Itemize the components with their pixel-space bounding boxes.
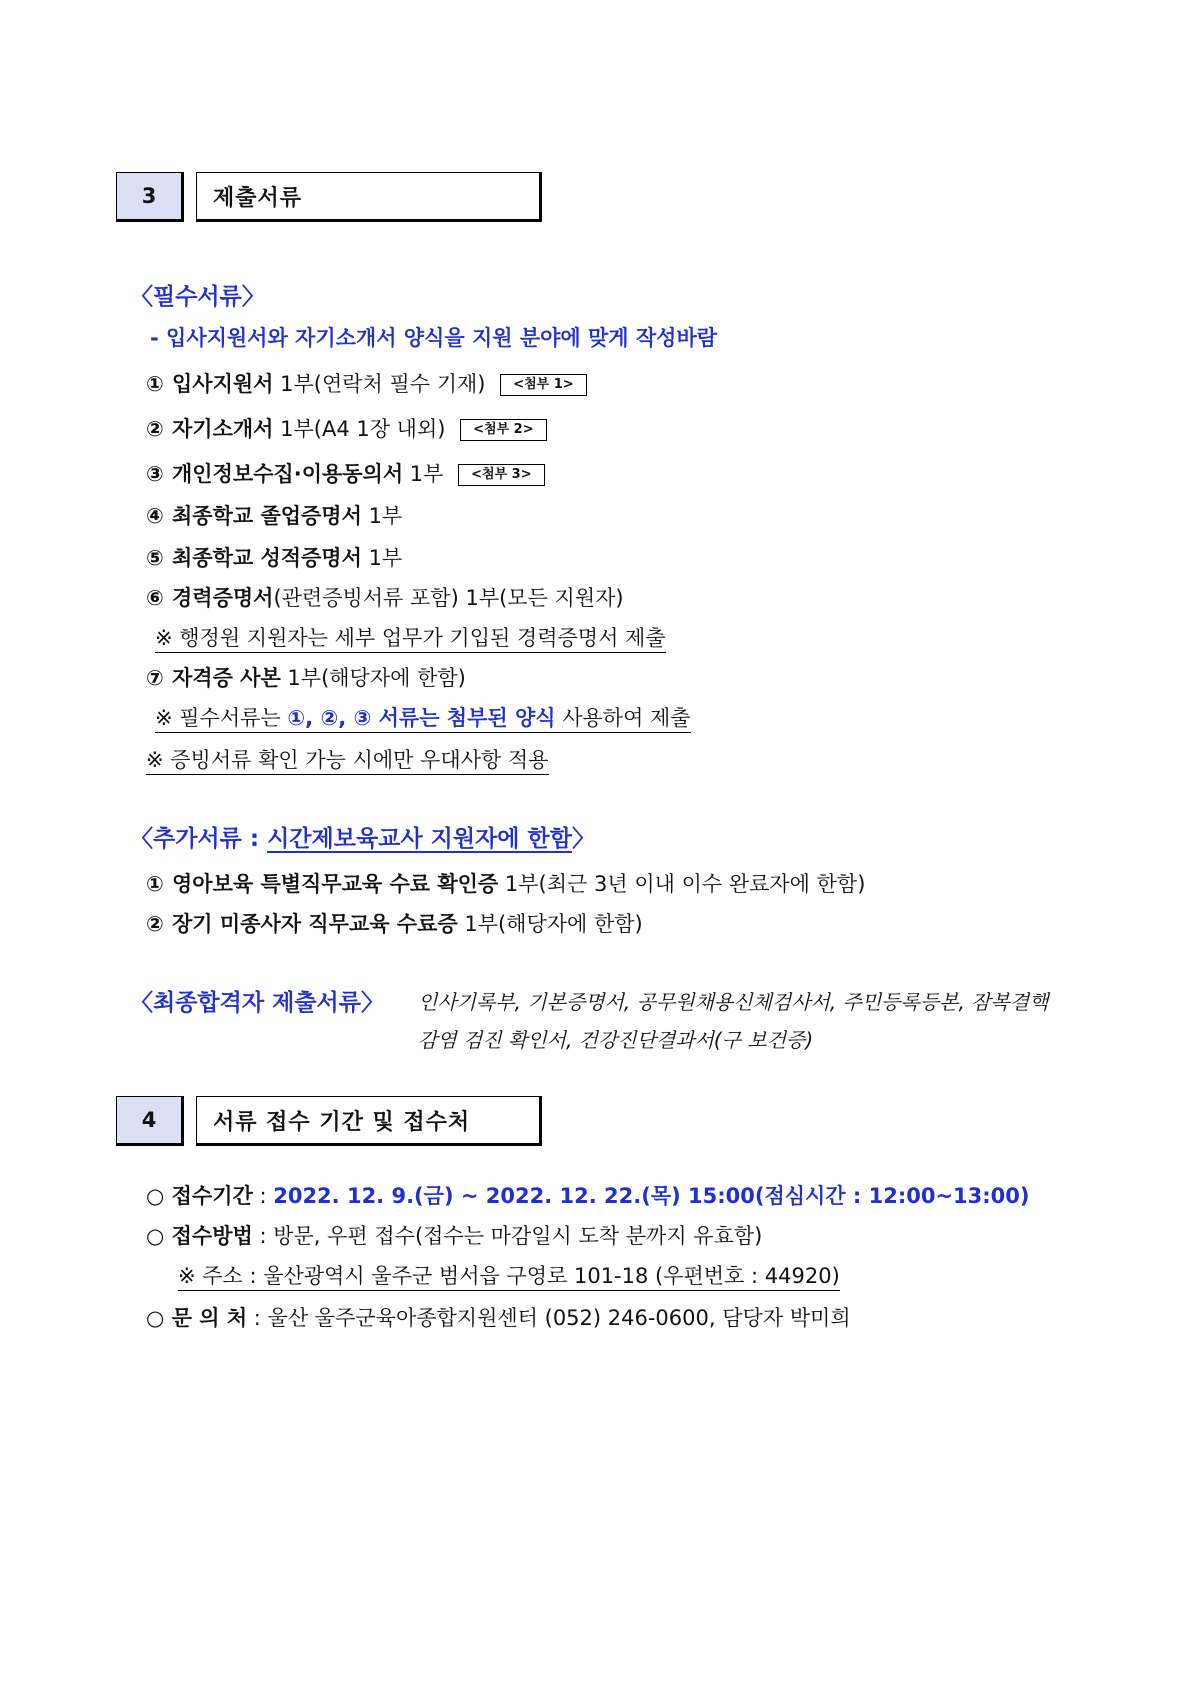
section-number: 3 [116, 172, 184, 222]
list-item [146, 413, 547, 443]
contact-value: 울산 울주군육아종합지원센터 (052) 246-0600, 담당자 박미희 [267, 1306, 851, 1330]
contact-line [146, 1302, 851, 1332]
item-name: 경력증명서 [172, 586, 274, 610]
final-docs-line-2: 감염 검진 확인서, 건강진단결과서(구 보건증) [418, 1028, 814, 1052]
period-label: ○ 접수기간 [146, 1184, 253, 1208]
item-detail: 1부 [403, 462, 444, 486]
item-name: 최종학교 성적증명서 [172, 546, 362, 570]
address-line [178, 1260, 840, 1290]
item-detail: 1부(해당자에 한함) [457, 912, 643, 936]
item-detail: 1부 [361, 504, 403, 528]
item-detail: 1부(해당자에 한함) [280, 666, 466, 690]
section-number: 4 [116, 1096, 184, 1146]
list-item [146, 868, 865, 898]
form-note-prefix: ※ 필수서류는 [155, 706, 288, 730]
item-number: ① [146, 872, 164, 896]
additional-heading-prefix: 〈추가서류 : [130, 826, 268, 852]
item-number: ⑤ [146, 546, 164, 570]
final-docs-line-1: 인사기록부, 기본증명서, 공무원채용신체검사서, 주민등록등본, 잠복결핵 [418, 990, 1049, 1014]
attachment-tag: <첨부 1> [500, 374, 586, 396]
list-item [146, 458, 545, 488]
career-note [155, 622, 666, 652]
item-number: ④ [146, 504, 164, 528]
contact-label: ○ 문 의 처 [146, 1306, 248, 1330]
section-title: 서류 접수 기간 및 접수처 [196, 1096, 542, 1146]
list-item [146, 542, 402, 572]
colon: : [252, 1184, 274, 1208]
attachment-tag: <첨부 2> [460, 419, 546, 441]
item-name: 개인정보수집·이용동의서 [172, 462, 404, 486]
item-name: 자격증 사본 [172, 666, 281, 690]
method-value: 방문, 우편 접수(접수는 마감일시 도착 분까지 유효함) [273, 1224, 763, 1248]
colon: : [252, 1224, 274, 1248]
item-number: ③ [146, 462, 164, 486]
list-item [146, 662, 466, 692]
item-detail: (관련증빙서류 포함) 1부(모든 지원자) [273, 586, 624, 610]
list-item [146, 582, 624, 612]
attachment-tag: <첨부 3> [458, 464, 544, 486]
method-line [146, 1220, 762, 1250]
form-note [155, 702, 691, 732]
method-label: ○ 접수방법 [146, 1224, 253, 1248]
required-heading: 〈필수서류〉 [130, 284, 265, 310]
additional-heading-suffix: 〉 [571, 826, 595, 852]
required-note: - 입사지원서와 자기소개서 양식을 지원 분야에 맞게 작성바람 [150, 326, 718, 350]
additional-heading-emphasis: 시간제보육교사 지원자에 한함 [267, 826, 572, 852]
item-number: ⑥ [146, 586, 164, 610]
list-item [146, 368, 587, 398]
career-note-text: ※ 행정원 지원자는 세부 업무가 기입된 경력증명서 제출 [155, 626, 666, 653]
address-text: ※ 주소 : 울산광역시 울주군 범서읍 구영로 101-18 (우편번호 : 44920) [178, 1264, 840, 1291]
list-item [146, 500, 402, 530]
form-note-suffix: 사용하여 제출 [555, 706, 691, 730]
item-name: 영아보육 특별직무교육 수료 확인증 [172, 872, 499, 896]
item-detail: 1부(연락처 필수 기재) [273, 372, 486, 396]
item-name: 입사지원서 [172, 372, 274, 396]
colon: : [247, 1306, 268, 1330]
evidence-note [146, 744, 549, 774]
period-value: 2022. 12. 9.(금) ~ 2022. 12. 22.(목) 15:00(점심시간 : 12:00~13:00) [273, 1184, 1030, 1208]
form-note-emphasis: ①, ②, ③ 서류는 첨부된 양식 [287, 706, 556, 730]
item-detail: 1부(최근 3년 이내 이수 완료자에 한함) [498, 872, 866, 896]
item-name: 최종학교 졸업증명서 [172, 504, 362, 528]
additional-heading [130, 820, 595, 853]
final-heading: 〈최종합격자 제출서류〉 [130, 990, 384, 1016]
item-name: 자기소개서 [172, 417, 274, 441]
item-number: ② [146, 417, 164, 441]
evidence-note-text: ※ 증빙서류 확인 가능 시에만 우대사항 적용 [146, 748, 549, 775]
item-number: ② [146, 912, 164, 936]
item-detail: 1부 [361, 546, 403, 570]
item-name: 장기 미종사자 직무교육 수료증 [172, 912, 458, 936]
section-title: 제출서류 [196, 172, 542, 222]
item-number: ⑦ [146, 666, 164, 690]
item-detail: 1부(A4 1장 내외) [273, 417, 446, 441]
list-item [146, 908, 643, 938]
period-line [146, 1180, 1030, 1210]
item-number: ① [146, 372, 164, 396]
